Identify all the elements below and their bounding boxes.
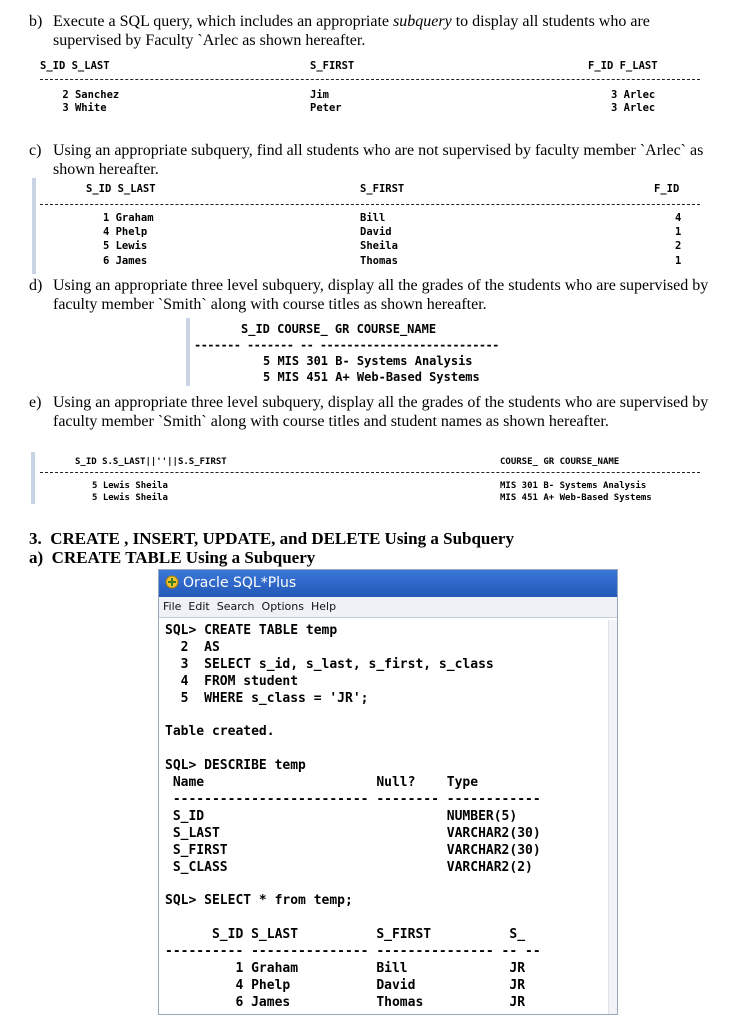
output-c-row: 4	[675, 212, 682, 224]
menu-help[interactable]: Help	[310, 600, 337, 613]
console-line: S_CLASS VARCHAR2(2)	[165, 859, 533, 875]
question-b-text: Execute a SQL query, which includes an appropriate subquery to display all students who are supervised by Faculty `Arlec as shown hereafter.	[53, 13, 650, 49]
sqlplus-app-icon	[165, 572, 179, 586]
output-c-row: Thomas	[360, 255, 398, 267]
output-b-header-left: S_ID S_LAST	[40, 60, 110, 72]
output-e-row: MIS 301 B- Systems Analysis	[500, 481, 647, 491]
output-d-row: 5 MIS 301 B- Systems Analysis	[263, 354, 473, 368]
output-c-row: 6 James	[84, 255, 148, 267]
console-line: S_ID S_LAST S_FIRST S_	[165, 927, 526, 943]
console-line: S_FIRST VARCHAR2(30)	[165, 842, 541, 858]
sqlplus-title: Oracle SQL*Plus	[183, 575, 297, 591]
sqlplus-menu-bar	[159, 597, 617, 618]
output-e-header-left: S_ID S.S_LAST||''||S.S_FIRST	[75, 457, 227, 467]
console-line: ---------- --------------- --------------- -- --	[165, 944, 541, 960]
console-line: 4 FROM student	[165, 673, 299, 689]
output-b-row: 3 Arlec	[611, 102, 656, 114]
question-e-text: Using an appropriate three level subquery, display all the grades of the students who are supervised by faculty member `Smith` along with course titles and student names as shown hereafter.	[53, 394, 709, 430]
output-c-header-left: S_ID S_LAST	[86, 183, 156, 195]
sqlplus-console[interactable]	[165, 622, 617, 1014]
console-line: 4 Phelp David JR	[165, 977, 526, 993]
output-c-row: 1	[675, 255, 682, 267]
output-c-row: 2	[675, 240, 682, 252]
output-d-separator: ------- ------- -- ---------------------------	[194, 338, 499, 352]
output-b-row: 2 Sanchez	[56, 89, 120, 101]
output-e	[0, 0, 730, 510]
sqlplus-scrollbar[interactable]	[608, 620, 617, 1014]
output-e-row: 5 Lewis Sheila	[92, 481, 168, 491]
console-line: S_ID NUMBER(5)	[165, 808, 518, 824]
question-b-label: b)	[29, 13, 43, 30]
menu-edit[interactable]: Edit	[188, 600, 210, 613]
console-line: S_LAST VARCHAR2(30)	[165, 825, 541, 841]
output-b-header-mid: S_FIRST	[310, 60, 355, 72]
output-b-row: Peter	[310, 102, 342, 114]
console-line: Table created.	[165, 724, 275, 740]
question-c-label: c)	[29, 142, 42, 159]
question-c-text: Using an appropriate subquery, find all students who are not supervised by faculty member `Arlec` as shown hereafter.	[53, 142, 704, 178]
question-d-text: Using an appropriate three level subquery, display all the grades of the students who are supervised by faculty member `Smith` along with course titles as shown hereafter.	[53, 277, 709, 313]
console-line: Name Null? Type	[165, 775, 479, 791]
output-e-header-right: COURSE_ GR COURSE_NAME	[500, 457, 620, 467]
console-line: 6 James Thomas JR	[165, 994, 526, 1010]
output-c-row: 4 Phelp	[84, 226, 148, 238]
output-b-header-right: F_ID F_LAST	[588, 60, 658, 72]
output-c-row: Bill	[360, 212, 386, 224]
menu-file[interactable]: File	[163, 600, 182, 613]
console-line: 2 AS	[165, 639, 220, 655]
menu-search[interactable]: Search	[216, 600, 255, 613]
console-line: ------------------------- -------- ------------	[165, 792, 541, 807]
output-c-row: 5 Lewis	[84, 240, 148, 252]
console-line: 3 SELECT s_id, s_last, s_first, s_class	[165, 656, 494, 672]
output-c-row: 1 Graham	[84, 212, 154, 224]
console-line: SQL> CREATE TABLE temp	[165, 623, 338, 638]
output-e-row: MIS 451 A+ Web-Based Systems	[500, 493, 652, 503]
sqlplus-title-bar[interactable]	[159, 570, 617, 597]
output-b-row: 3 White	[56, 102, 107, 114]
question-d-label: d)	[29, 277, 43, 294]
console-line: 1 Graham Bill JR	[165, 961, 526, 976]
output-c-row: 1	[675, 226, 682, 238]
output-c-row: Sheila	[360, 240, 398, 252]
output-c-header-right: F_ID	[654, 183, 680, 195]
section-3a-heading: a) CREATE TABLE Using a Subquery	[29, 548, 316, 567]
console-line: 5 WHERE s_class = 'JR';	[165, 690, 369, 706]
menu-options[interactable]: Options	[261, 600, 304, 613]
output-e-row: 5 Lewis Sheila	[92, 493, 168, 503]
sqlplus-window[interactable]	[158, 569, 618, 1015]
question-e-label: e)	[29, 394, 42, 411]
output-d-row: 5 MIS 451 A+ Web-Based Systems	[263, 370, 480, 384]
output-c-header-mid: S_FIRST	[360, 183, 405, 195]
output-b-row: Jim	[310, 89, 329, 101]
output-d-header: S_ID COURSE_ GR COURSE_NAME	[241, 322, 437, 336]
section-3-heading: 3. CREATE , INSERT, UPDATE, and DELETE Using a Subquery	[29, 529, 514, 548]
output-e-separator	[40, 472, 700, 473]
console-line: SQL> DESCRIBE temp	[165, 758, 306, 774]
console-line: SQL> SELECT * from temp;	[165, 893, 353, 909]
output-b-row: 3 Arlec	[611, 89, 656, 101]
output-c-row: David	[360, 226, 392, 238]
